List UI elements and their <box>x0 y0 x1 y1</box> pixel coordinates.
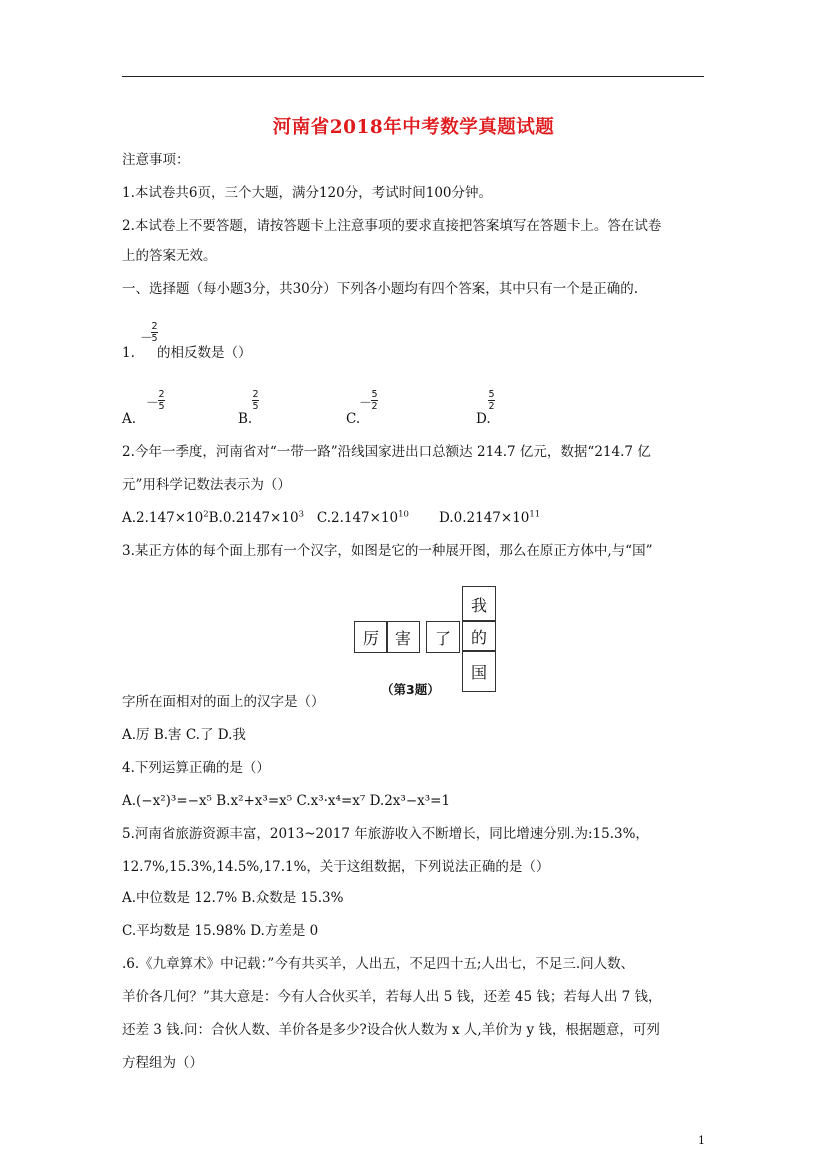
net-cell-2: 害 <box>386 621 420 653</box>
q1-option-c-fraction <box>371 389 378 412</box>
notes-heading: 注意事项： <box>122 152 190 168</box>
numerator: 2 <box>158 389 165 400</box>
q2-option-d: D.0.2147×10 <box>439 510 530 526</box>
q2-stem-line-2: 元”用科学记数法表示为（） <box>122 477 291 493</box>
denominator: 5 <box>158 401 165 412</box>
page-title: 河南省2018年中考数学真题试题 <box>272 117 555 138</box>
q1-stem-numerator: 2 <box>151 321 158 332</box>
q1-option-b-fraction <box>252 389 259 412</box>
q1-stem-sign: － <box>140 331 154 346</box>
notes-item-1: 1.本试卷共6页，三个大题，满分120分，考试时间100分钟。 <box>122 185 493 201</box>
q3-stem-line-1: 3.某正方体的每个面上那有一个汉字，如图是它的一种展开图，那么在原正方体中,与“国” <box>122 543 653 559</box>
q3-options: A.厉 B.害 C.了 D.我 <box>122 727 246 743</box>
q2-option-c-exponent: 10 <box>398 509 409 520</box>
net-cell-5: 的 <box>462 620 496 652</box>
q5-options-cd: C.平均数是 15.98% D.方差是 0 <box>122 923 319 939</box>
q2-option-c: C.2.147×10 <box>316 510 399 526</box>
net-cell-1: 厉 <box>354 621 388 653</box>
q2-option-b-exponent: 3 <box>298 509 304 520</box>
q4-options: A.(−x²)³=−x⁵ B.x²+x³=x⁵ C.x³·x⁴=x⁷ D.2x³−x³=1 <box>122 793 451 809</box>
header-rule <box>122 76 704 77</box>
q1-option-d-label: D. <box>476 411 491 427</box>
q3-stem-line-2: 字所在面相对的面上的汉字是（） <box>122 694 325 710</box>
q6-stem-line-3: 还差 3 钱.问：合伙人数、羊价各是多少?设合伙人数为 x 人,羊价为 y 钱，根据题意，可列 <box>122 1022 660 1038</box>
q1-number: 1. <box>122 345 135 361</box>
q2-option-a: A.2.147×10 <box>122 510 204 526</box>
notes-item-2: 2.本试卷上不要答题，请按答题卡上注意事项的要求直接把答案填写在答题卡上。答在试卷 <box>122 218 662 234</box>
net-cell-4: 我 <box>462 586 496 622</box>
q5-stem-line-2: 12.7%,15.3%,14.5%,17.1%，关于这组数据，下列说法正确的是（） <box>122 859 550 875</box>
q1-option-c-label: C. <box>346 411 361 427</box>
q1-stem-fraction <box>151 321 158 344</box>
denominator: 2 <box>371 401 378 412</box>
q1-option-a-sign: － <box>146 396 160 411</box>
page-number: 1 <box>698 1134 705 1147</box>
q1-stem-denominator: 5 <box>151 333 158 344</box>
q6-stem-line-1: .6.《九章算术》中记载：”今有共买羊，人出五，不足四十五;人出七，不足三.问人数、 <box>122 956 635 972</box>
q2-options <box>122 508 540 528</box>
q5-stem-line-1: 5.河南省旅游资源丰富，2013~2017 年旅游收入不断增长，同比增速分别.为:15.3%， <box>122 826 649 842</box>
q1-stem-text: 的相反数是（） <box>157 345 252 361</box>
numerator: 2 <box>252 389 259 400</box>
numerator: 5 <box>371 389 378 400</box>
q1-option-a-fraction <box>158 389 165 412</box>
q1-option-a-label: A. <box>122 411 137 427</box>
q6-stem-line-4: 方程组为（） <box>122 1055 203 1071</box>
q1-option-d-fraction <box>488 389 495 412</box>
q2-option-b: B.0.2147×10 <box>208 510 299 526</box>
q1-option-b-label: B. <box>238 411 253 427</box>
q2-option-d-exponent: 11 <box>529 509 541 520</box>
figure-caption: （第3题） <box>381 682 440 697</box>
q2-stem-line-1: 2.今年一季度，河南省对“一带一路”沿线国家进出口总额达 214.7 亿元，数据“214.7 亿 <box>122 444 651 460</box>
denominator: 5 <box>252 401 259 412</box>
section-heading: 一、选择题（每小题3分，共30分）下列各小题均有四个答案，其中只有一个是正确的. <box>122 281 639 297</box>
denominator: 2 <box>488 401 495 412</box>
notes-item-2-cont: 上的答案无效。 <box>122 248 217 264</box>
net-cell-3: 了 <box>426 621 460 653</box>
cube-net-figure <box>345 582 505 700</box>
net-cell-6: 国 <box>462 650 496 692</box>
q5-options-ab: A.中位数是 12.7% B.众数是 15.3% <box>122 890 344 906</box>
q1-option-c-sign: － <box>359 396 373 411</box>
numerator: 5 <box>488 389 495 400</box>
q6-stem-line-2: 羊价各几何？”其大意是：今有人合伙买羊，若每人出 5 钱，还差 45 钱；若每人出 7 钱， <box>122 989 662 1005</box>
q2-option-a-exponent: 2 <box>203 509 209 520</box>
q4-stem: 4.下列运算正确的是（） <box>122 760 270 776</box>
